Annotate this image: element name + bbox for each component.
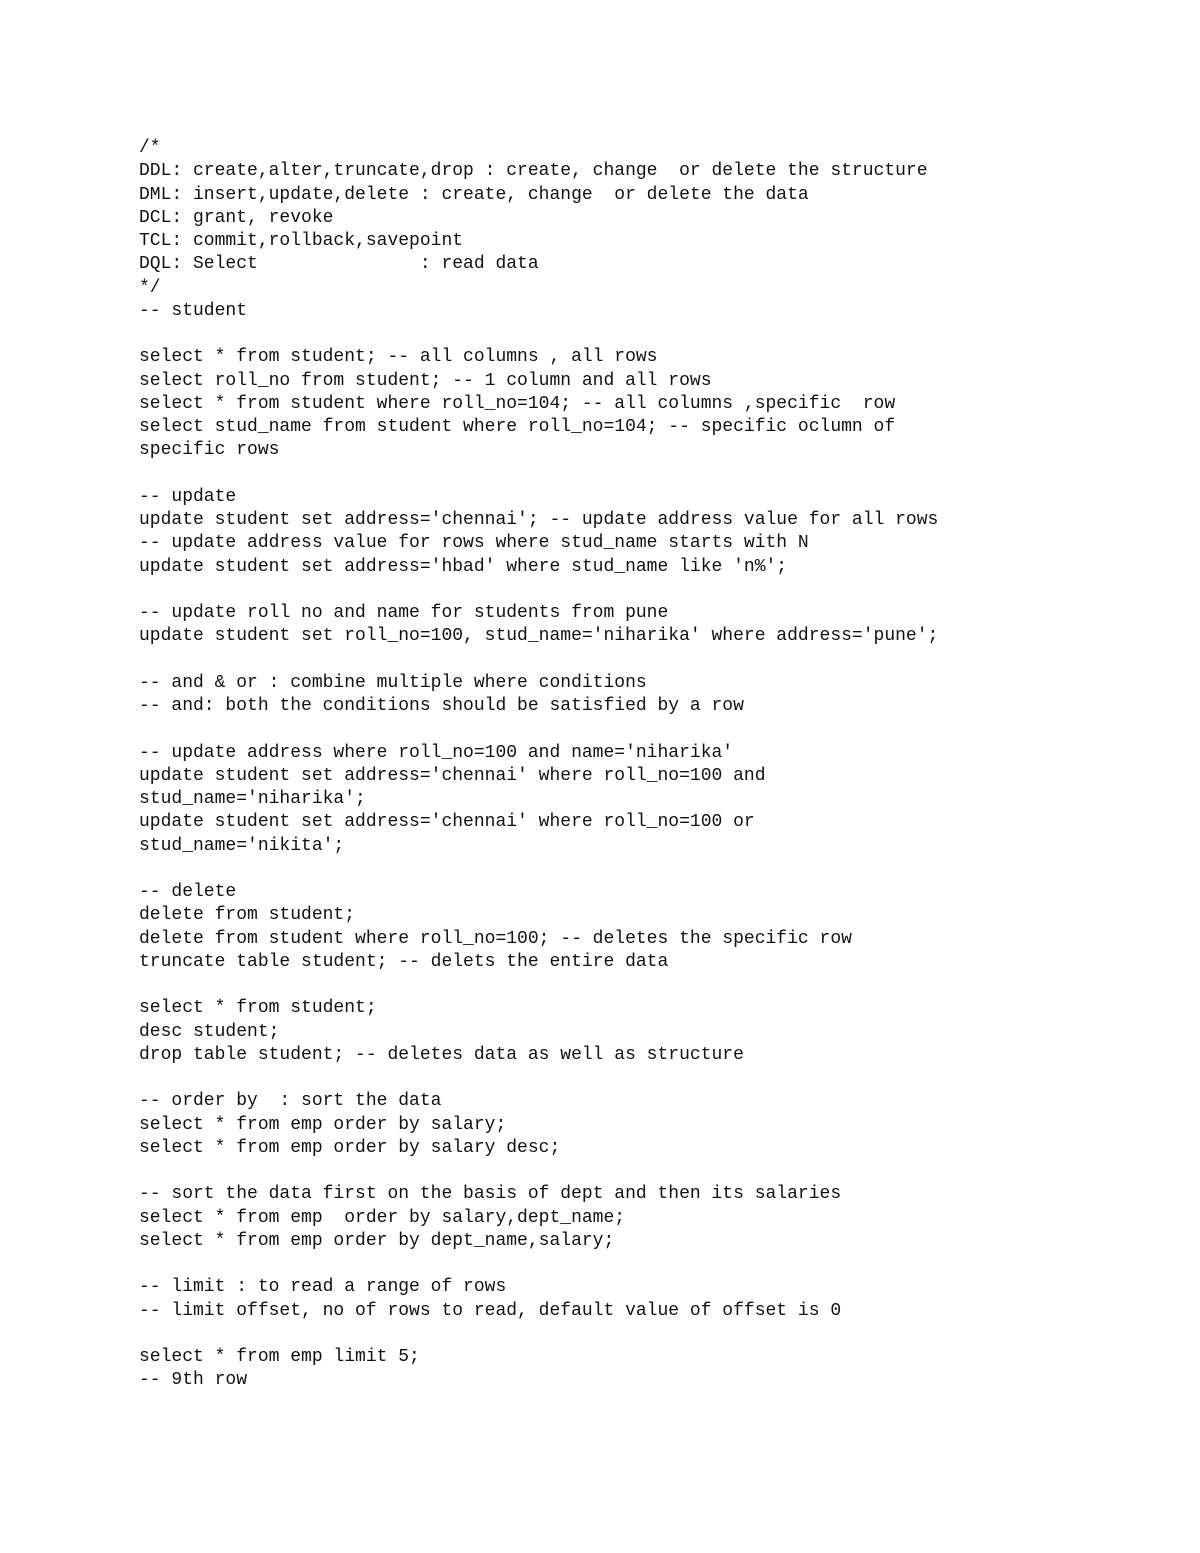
- code-line: /*: [139, 138, 161, 158]
- code-line: [139, 1323, 1179, 1346]
- code-line: specific rows: [139, 440, 280, 461]
- code-line: select * from emp order by salary desc;: [139, 1137, 561, 1158]
- code-line: update student set address='chennai' where roll_no=100 and: [139, 765, 766, 786]
- code-line: update student set address='chennai'; -- update address value for all rows: [139, 510, 939, 530]
- code-line: desc student;: [139, 1021, 280, 1042]
- code-line: -- limit offset, no of rows to read, default value of offset is 0: [139, 1300, 842, 1321]
- code-line: [139, 1253, 1179, 1276]
- code-line: [139, 1160, 1179, 1183]
- code-line: update student set address='hbad' where stud_name like 'n%';: [139, 556, 788, 577]
- code-line: [139, 463, 1179, 486]
- code-line: [139, 974, 1179, 997]
- code-line: select * from emp limit 5;: [139, 1347, 420, 1367]
- code-line: delete from student;: [139, 905, 356, 926]
- code-line: select * from emp order by salary;: [139, 1114, 507, 1135]
- code-line: select * from student where roll_no=104; -- all columns ,specific row: [139, 393, 896, 414]
- code-line: [139, 323, 1179, 346]
- code-line: -- sort the data first on the basis of dept and then its salaries: [139, 1184, 842, 1205]
- code-line: -- update: [139, 486, 237, 507]
- code-line: DML: insert,update,delete : create, change or delete the data: [139, 184, 809, 205]
- code-line: select stud_name from student where roll_no=104; -- specific oclumn of: [139, 417, 896, 437]
- code-line: -- limit : to read a range of rows: [139, 1277, 507, 1298]
- code-line: stud_name='nikita';: [139, 835, 345, 856]
- code-line: */: [139, 277, 161, 298]
- code-line: select * from emp order by salary,dept_name;: [139, 1207, 626, 1228]
- code-line: stud_name='niharika';: [139, 789, 366, 809]
- code-line: drop table student; -- deletes data as well as structure: [139, 1044, 744, 1065]
- code-line: delete from student where roll_no=100; -- deletes the specific row: [139, 928, 852, 949]
- code-line: -- update roll no and name for students from pune: [139, 603, 669, 623]
- code-line: -- delete: [139, 882, 237, 902]
- code-line: update student set roll_no=100, stud_name='niharika' where address='pune';: [139, 626, 939, 647]
- sql-notes-code-block: [139, 137, 1179, 1393]
- code-line: [139, 649, 1179, 672]
- code-line: DDL: create,alter,truncate,drop : create, change or delete the structure: [139, 161, 928, 182]
- code-line: [139, 1067, 1179, 1090]
- code-line: truncate table student; -- delets the entire data: [139, 951, 669, 972]
- code-line: select * from student; -- all columns , all rows: [139, 347, 658, 368]
- code-line: select * from student;: [139, 998, 377, 1019]
- code-line: [139, 579, 1179, 602]
- code-line: [139, 718, 1179, 741]
- code-line: DQL: Select : read data: [139, 254, 539, 275]
- code-line: -- update address where roll_no=100 and name='niharika': [139, 742, 734, 763]
- code-line: select roll_no from student; -- 1 column and all rows: [139, 370, 712, 391]
- code-line: -- 9th row: [139, 1370, 248, 1391]
- code-line: TCL: commit,rollback,savepoint: [139, 231, 464, 251]
- code-line: -- order by : sort the data: [139, 1091, 442, 1112]
- code-line: -- and: both the conditions should be satisfied by a row: [139, 696, 744, 716]
- code-line: -- student: [139, 300, 248, 321]
- code-line: [139, 858, 1179, 881]
- code-line: -- and & or : combine multiple where conditions: [139, 672, 647, 693]
- code-line: select * from emp order by dept_name,salary;: [139, 1230, 615, 1251]
- code-line: DCL: grant, revoke: [139, 207, 334, 228]
- code-line: update student set address='chennai' where roll_no=100 or: [139, 812, 755, 833]
- code-line: -- update address value for rows where stud_name starts with N: [139, 533, 809, 554]
